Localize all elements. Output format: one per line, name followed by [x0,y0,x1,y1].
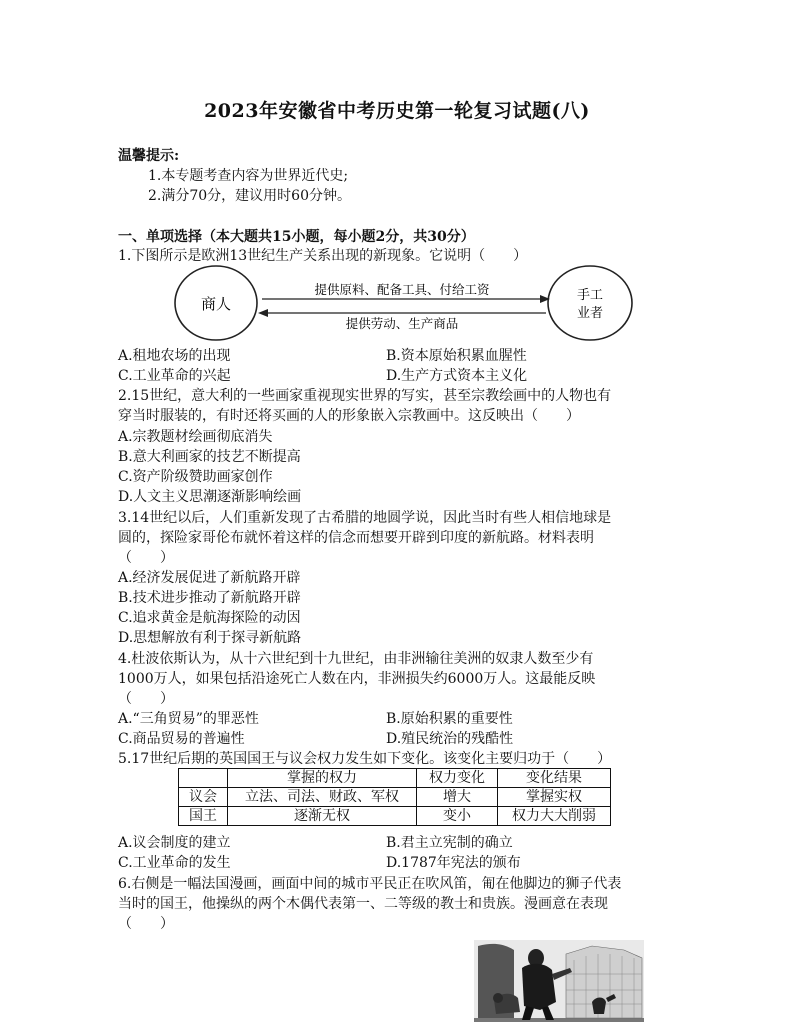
power-table [178,768,611,826]
q4-stem-line-3: （ ） [118,691,174,707]
q2-option-b: B.意大利画家的技艺不断提高 [118,449,301,465]
table-header-cell: 权力变化 [417,769,498,788]
table-cell: 议会 [179,788,228,807]
q2-stem-line-2: 穿当时服装的，有时还将买画的人的形象嵌入宗教画中。这反映出（ ） [118,408,580,424]
q5-option-a: A.议会制度的建立 [118,835,231,851]
q6-stem-line-2: 当时的国王，他操纵的两个木偶代表第一、二等级的教士和贵族。漫画意在表现 [118,896,608,912]
tip-line-2: 2.满分70分，建议用时60分钟。 [148,188,351,204]
page-title: 2023年安徽省中考历史第一轮复习试题(八) [204,100,590,122]
table-header-cell: 掌握的权力 [228,769,417,788]
table-header-cell: 变化结果 [498,769,611,788]
q4-option-b: B.原始积累的重要性 [386,711,513,727]
q2-option-a: A.宗教题材绘画彻底消失 [118,429,273,445]
table-row [179,788,611,807]
q3-stem-line-2: 圆的，探险家哥伦布就怀着这样的信念而想要开辟到印度的新航路。材料表明 [118,530,594,546]
q3-option-d: D.思想解放有利于探寻新航路 [118,630,302,646]
table-header-row [179,769,611,788]
table-cell: 逐渐无权 [228,807,417,826]
q4-option-c: C.商品贸易的普遍性 [118,731,245,747]
bottom-arrow-head [258,309,268,317]
merchant-label: 商人 [200,295,232,313]
q5-option-d: D.1787年宪法的颁布 [386,855,521,871]
artisan-label-1: 手工 [576,288,604,303]
q1-option-c: C.工业革命的兴起 [118,368,231,384]
q1-option-b: B.资本原始积累血腥性 [386,348,527,364]
q5-stem: 5.17世纪后期的英国国王与议会权力发生如下变化。该变化主要归功于（ ） [118,751,612,767]
section-heading: 一、单项选择（本大题共15小题，每小题2分，共30分） [118,229,475,245]
bottom-arrow-text: 提供劳动、生产商品 [345,316,459,331]
q3-option-a: A.经济发展促进了新航路开辟 [118,570,301,586]
q3-option-c: C.追求黄金是航海探险的动因 [118,610,301,626]
q2-stem-line-1: 2.15世纪，意大利的一些画家重视现实世界的写实，甚至宗教绘画中的人物也有 [118,388,612,404]
q2-option-d: D.人文主义思潮逐渐影响绘画 [118,489,302,505]
q3-option-b: B.技术进步推动了新航路开辟 [118,590,301,606]
q4-option-d: D.殖民统治的残酷性 [386,731,514,747]
tips-heading: 温馨提示: [118,148,180,164]
french-cartoon-image [474,940,644,1022]
q4-stem-line-2: 1000万人，如果包括沿途死亡人数在内，非洲损失约6000万人。这最能反映 [118,671,596,687]
q3-stem-line-1: 3.14世纪以后，人们重新发现了古希腊的地圆学说，因此当时有些人相信地球是 [118,510,612,526]
table-cell: 变小 [417,807,498,826]
q1-stem: 1.下图所示是欧洲13世纪生产关系出现的新现象。它说明（ ） [118,248,528,264]
table-header-cell [179,769,228,788]
q1-option-d: D.生产方式资本主义化 [386,368,528,384]
table-row [179,807,611,826]
artisan-circle [548,266,632,340]
q2-option-c: C.资产阶级赞助画家创作 [118,469,273,485]
q5-option-c: C.工业革命的发生 [118,855,231,871]
artisan-label-2: 业者 [576,306,604,321]
q3-stem-line-3: （ ） [118,550,174,566]
q6-stem-line-3: （ ） [118,916,174,932]
q4-stem-line-1: 4.杜波依斯认为，从十六世纪到十九世纪，由非洲输往美洲的奴隶人数至少有 [118,651,594,667]
tip-line-1: 1.本专题考查内容为世界近代史; [148,168,349,184]
table-cell: 掌握实权 [498,788,611,807]
q5-option-b: B.君主立宪制的确立 [386,835,513,851]
relation-diagram [172,262,636,344]
table-cell: 增大 [417,788,498,807]
q1-option-a: A.租地农场的出现 [118,348,231,364]
q4-option-a: A.“三角贸易”的罪恶性 [118,711,259,727]
q6-stem-line-1: 6.右侧是一幅法国漫画，画面中间的城市平民正在吹风笛，匍在他脚边的狮子代表 [118,876,622,892]
table-cell: 国王 [179,807,228,826]
table-cell: 权力大大削弱 [498,807,611,826]
table-cell: 立法、司法、财政、军权 [228,788,417,807]
top-arrow-text: 提供原料、配备工具、付给工资 [314,282,490,297]
